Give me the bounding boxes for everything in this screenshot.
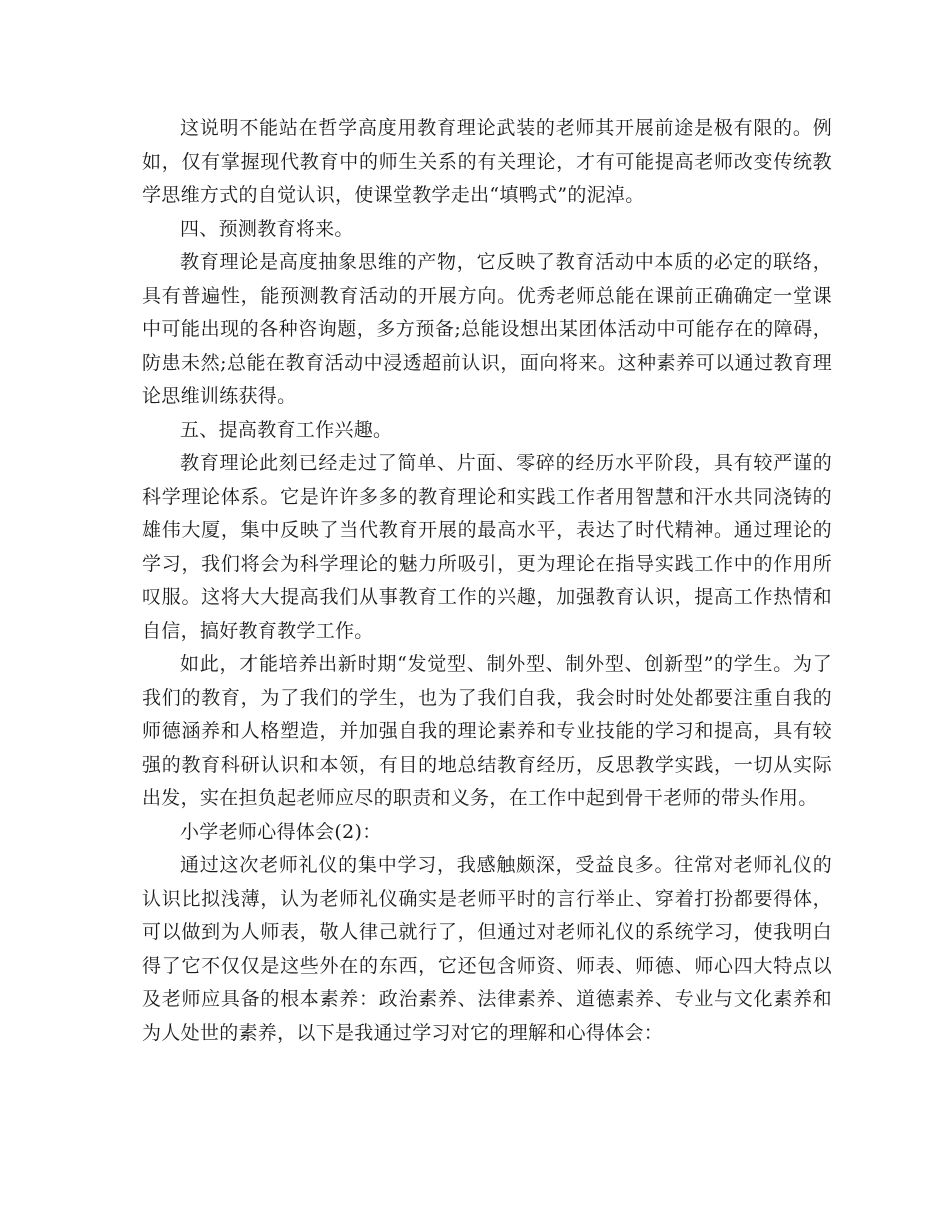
document-body xyxy=(142,112,832,1050)
paragraph-etiquette: 通过这次老师礼仪的集中学习，我感触颇深，受益良多。往常对老师礼仪的认识比拟浅薄，认为老师礼仪确实是老师平时的言行举止、穿着打扮都要得体，可以做到为人师表，敬人律己就行了，但通过对老师礼仪的系统学习，使我明白得了它不仅仅是这些外在的东西，它还包含师资、师表、师德、师心四大特点以及老师应具备的根本素养：政治素养、法律素养、道德素养、专业与文化素养和为人处世的素养，以下是我通过学习对它的理解和心得体会： xyxy=(142,854,832,1044)
paragraph-conclusion: 如此，才能培养出新时期“发觉型、制外型、制外型、创新型”的学生。为了我们的教育，为了我们的学生，也为了我们自我，我会时时处处都要注重自我的师德涵养和人格塑造，并加强自我的理论素养和专业技能的学习和提高，具有较强的教育科研认识和本领，有目的地总结教育经历，反思教学实践，一切从实际出发，实在担负起老师应尽的职责和义务，在工作中起到骨干老师的带头作用。 xyxy=(142,653,832,809)
heading-raise-interest: 五、提高教育工作兴趣。 xyxy=(180,418,393,441)
paragraph-theory-limits: 这说明不能站在哲学高度用教育理论武装的老师其开展前途是极有限的。例如，仅有掌握现代教育中的师生关系的有关理论，才有可能提高老师改变传统教学思维方式的自觉认识，使课堂教学走出“填鸭式”的泥淖。 xyxy=(142,117,832,206)
heading-reflection-2: 小学老师心得体会(2)： xyxy=(180,820,382,843)
heading-predict-future: 四、预测教育将来。 xyxy=(180,217,354,240)
paragraph-predict-future: 教育理论是高度抽象思维的产物，它反映了教育活动中本质的必定的联络，具有普遍性，能预测教育活动的开展方向。优秀老师总能在课前正确确定一堂课中可能出现的各种咨询题，多方预备;总能设想出某团体活动中可能存在的障碍，防患未然;总能在教育活动中浸透超前认识，面向将来。这种素养可以通过教育理论思维训练获得。 xyxy=(142,251,832,407)
paragraph-raise-interest: 教育理论此刻已经走过了简单、片面、零碎的经历水平阶段，具有较严谨的科学理论体系。它是许许多多的教育理论和实践工作者用智慧和汗水共同浇铸的雄伟大厦，集中反映了当代教育开展的最高水平，表达了时代精神。通过理论的学习，我们将会为科学理论的魅力所吸引，更为理论在指导实践工作中的作用所叹服。这将大大提高我们从事教育工作的兴趣，加强教育认识，提高工作热情和自信，搞好教育教学工作。 xyxy=(142,452,832,642)
